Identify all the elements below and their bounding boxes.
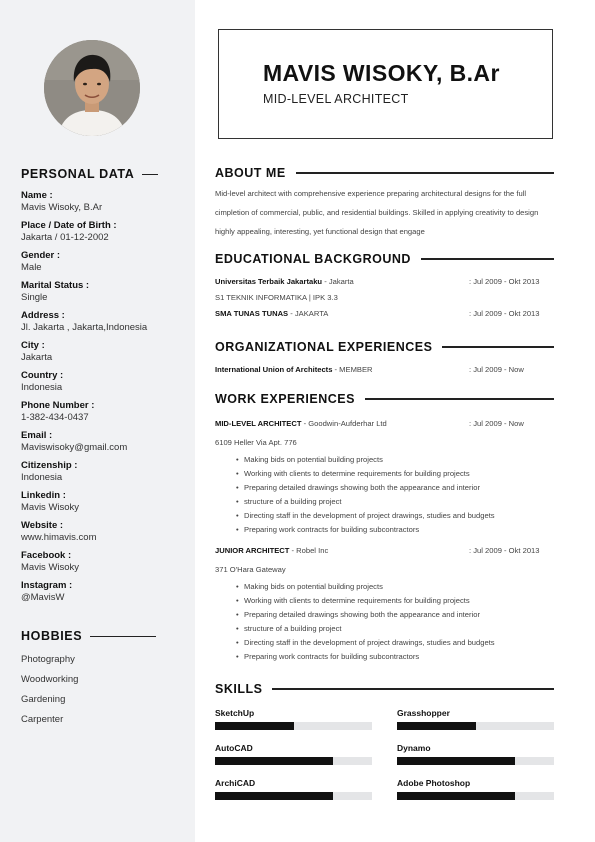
- personal-data-title: PERSONAL DATA: [21, 167, 135, 181]
- heading-rule: [421, 258, 554, 259]
- field-label: Place / Date of Birth :: [21, 220, 117, 231]
- organization-role: - MEMBER: [332, 365, 373, 374]
- skill-bar-track: [397, 792, 554, 800]
- hobby-item: Gardening: [21, 694, 66, 705]
- education-row: [215, 309, 554, 318]
- job-date: : Jul 2009 - Now: [469, 419, 524, 428]
- hobby-list: [21, 654, 78, 734]
- duty-item: • Working with clients to determine requirements for building projects: [236, 594, 556, 608]
- organizational-heading: [215, 340, 554, 354]
- job-address: 6109 Heller Via Apt. 776: [215, 438, 297, 447]
- personal-item-country: [21, 370, 189, 400]
- skill-name: ArchiCAD: [215, 778, 256, 788]
- about-text: Mid-level architect with comprehensive experience preparing architectural designs for the full cimpletion of commercial, public, and residential buildings. Skilled in applying creativity to design highly appealing, interesting, yet functional design that engage: [215, 189, 539, 236]
- field-value: Maviswisoky@gmail.com: [21, 442, 128, 453]
- about-title: ABOUT ME: [215, 166, 286, 180]
- field-label: Marital Status :: [21, 280, 90, 291]
- skill-bar-fill: [215, 792, 333, 800]
- skill-name: Adobe Photoshop: [397, 778, 471, 788]
- personal-item-instagram: [21, 580, 189, 610]
- job-company: - Goodwin-Aufderhar Ltd: [301, 419, 387, 428]
- skill-grasshopper: [397, 708, 554, 730]
- personal-item-gender: [21, 250, 189, 280]
- education-degree: S1 TEKNIK INFORMATIKA | IPK 3.3: [215, 293, 338, 302]
- field-value: Mavis Wisoky: [21, 502, 80, 513]
- candidate-job-title: MID-LEVEL ARCHITECT: [263, 92, 409, 106]
- job-company: - Robel Inc: [289, 546, 329, 555]
- heading-rule: [272, 688, 554, 689]
- field-label: Instagram :: [21, 580, 73, 591]
- heading-rule: [90, 636, 156, 637]
- skill-bar-fill: [215, 722, 294, 730]
- education-heading: [215, 252, 554, 266]
- field-label: Gender :: [21, 250, 61, 261]
- field-value: Indonesia: [21, 382, 63, 393]
- job-date: : Jul 2009 - Okt 2013: [469, 546, 540, 555]
- duty-item-continued: [236, 622, 556, 636]
- field-value: Jl. Jakarta , Jakarta,Indonesia: [21, 322, 148, 333]
- personal-item-facebook: [21, 550, 189, 580]
- skill-archicad: [215, 778, 372, 800]
- hobby-item: Carpenter: [21, 714, 64, 725]
- field-label: Address :: [21, 310, 65, 321]
- heading-rule: [365, 398, 554, 399]
- education-date: : Jul 2009 - Okt 2013: [469, 277, 540, 286]
- education-date: : Jul 2009 - Okt 2013: [469, 309, 540, 318]
- field-value: Jakarta / 01-12-2002: [21, 232, 109, 243]
- skill-bar-fill: [215, 757, 333, 765]
- personal-item-email: [21, 430, 189, 460]
- skill-bar-fill: [397, 792, 515, 800]
- duty-continuation: structure of a building project: [244, 624, 342, 633]
- field-label: Name :: [21, 190, 53, 201]
- organization-date: : Jul 2009 - Now: [469, 365, 524, 374]
- field-value: 1-382-434-0437: [21, 412, 89, 423]
- job-row: [215, 419, 554, 428]
- duty-item: • Preparing detailed drawings showing both the appearance and interior: [236, 608, 556, 622]
- skill-photoshop: [397, 778, 554, 800]
- field-value: Mavis Wisoky, B.Ar: [21, 202, 103, 213]
- hobbies-heading: [21, 629, 156, 643]
- field-value: Mavis Wisoky: [21, 562, 80, 573]
- skill-name: Grasshopper: [397, 708, 450, 718]
- skill-autocad: [215, 743, 372, 765]
- personal-item-address: [21, 310, 189, 340]
- profile-photo: [44, 40, 140, 136]
- personal-item-website: [21, 520, 189, 550]
- personal-item-linkedin: [21, 490, 189, 520]
- job-row: [215, 546, 554, 555]
- duty-item: • Working with clients to determine requirements for building projects: [236, 467, 556, 481]
- field-label: Facebook :: [21, 550, 72, 561]
- field-value: www.himavis.com: [21, 532, 97, 543]
- heading-rule: [142, 174, 158, 175]
- job-address: 371 O'Hara Gateway: [215, 565, 286, 574]
- personal-data-list: [21, 190, 189, 610]
- organization-name: International Union of Architects: [215, 365, 333, 374]
- personal-item-citizenship: [21, 460, 189, 490]
- personal-item-name: [21, 190, 189, 220]
- skill-name: AutoCAD: [215, 743, 253, 753]
- duty-item: • Directing staff in the development of project drawings, studies and budgets: [236, 509, 556, 523]
- organization-row: [215, 365, 554, 374]
- person-portrait-icon: [44, 40, 140, 136]
- field-label: Email :: [21, 430, 53, 441]
- field-value: @MavisW: [21, 592, 65, 603]
- field-label: Website :: [21, 520, 64, 531]
- job-title: JUNIOR ARCHITECT: [215, 546, 290, 555]
- field-label: Citizenship :: [21, 460, 78, 471]
- hobby-item: Woodworking: [21, 674, 79, 685]
- name-box: [218, 29, 553, 139]
- skill-bar-fill: [397, 722, 476, 730]
- heading-rule: [296, 172, 554, 173]
- skills-heading: [215, 682, 554, 696]
- duty-item-continued: [236, 495, 556, 509]
- duty-item: • Preparing work contracts for building subcontractors: [236, 523, 556, 537]
- heading-rule: [442, 346, 554, 347]
- duty-item: • Directing staff in the development of project drawings, studies and budgets: [236, 636, 556, 650]
- field-label: Phone Number :: [21, 400, 95, 411]
- skill-bar-track: [397, 757, 554, 765]
- job-duties: [236, 580, 556, 664]
- field-value: Indonesia: [21, 472, 63, 483]
- field-label: Linkedin :: [21, 490, 66, 501]
- field-value: Male: [21, 262, 42, 273]
- personal-item-birth: [21, 220, 189, 250]
- school-name: SMA TUNAS TUNAS: [215, 309, 289, 318]
- work-title: WORK EXPERIENCES: [215, 392, 355, 406]
- field-label: Country :: [21, 370, 64, 381]
- field-value: Jakarta: [21, 352, 53, 363]
- skill-name: SketchUp: [215, 708, 255, 718]
- personal-data-heading: [21, 167, 158, 181]
- skill-sketchup: [215, 708, 372, 730]
- personal-item-city: [21, 340, 189, 370]
- skill-bar-track: [215, 757, 372, 765]
- personal-item-phone: [21, 400, 189, 430]
- field-value: Single: [21, 292, 48, 303]
- skill-bar-track: [215, 792, 372, 800]
- hobbies-title: HOBBIES: [21, 629, 83, 643]
- skills-title: SKILLS: [215, 682, 263, 696]
- school-detail: - Jakarta: [322, 277, 354, 286]
- school-detail: - JAKARTA: [288, 309, 329, 318]
- duty-item: • Preparing work contracts for building subcontractors: [236, 650, 556, 664]
- skill-dynamo: [397, 743, 554, 765]
- job-title: MID-LEVEL ARCHITECT: [215, 419, 302, 428]
- duty-item: • Making bids on potential building projects: [236, 580, 556, 594]
- hobby-item: Photography: [21, 654, 75, 665]
- candidate-name: MAVIS WISOKY, B.Ar: [263, 60, 500, 86]
- duty-item: • Making bids on potential building projects: [236, 453, 556, 467]
- organizational-title: ORGANIZATIONAL EXPERIENCES: [215, 340, 433, 354]
- school-name: Universitas Terbaik Jakartaku: [215, 277, 323, 286]
- skill-bar-track: [397, 722, 554, 730]
- skill-name: Dynamo: [397, 743, 431, 753]
- duty-item: • Preparing detailed drawings showing both the appearance and interior: [236, 481, 556, 495]
- about-heading: [215, 166, 554, 180]
- work-heading: [215, 392, 554, 406]
- personal-item-marital-status: [21, 280, 189, 310]
- job-duties: [236, 453, 556, 537]
- education-title: EDUCATIONAL BACKGROUND: [215, 252, 411, 266]
- sidebar: [0, 0, 195, 842]
- skill-bar-fill: [397, 757, 515, 765]
- skill-bar-track: [215, 722, 372, 730]
- duty-continuation: structure of a building project: [244, 497, 342, 506]
- field-label: City :: [21, 340, 45, 351]
- education-row: [215, 277, 554, 286]
